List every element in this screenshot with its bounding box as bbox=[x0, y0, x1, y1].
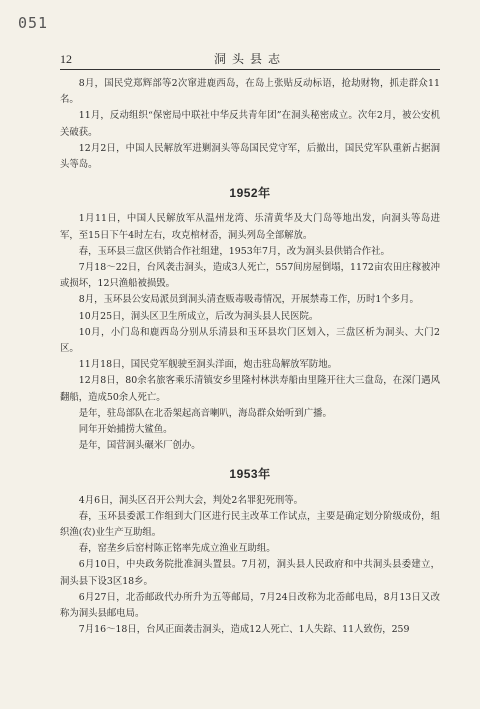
book-title: 洞头县志 bbox=[213, 52, 286, 66]
entry-paragraph: 8月，玉环县公安局派员到洞头清查贩毒吸毒情况，开展禁毒工作，历时1个多月。 bbox=[78, 294, 419, 306]
entry-paragraph: 11月，反动组织“保密局中联社中华反共青年团”在洞头秘密成立。次年2月，被公安机关破获。 bbox=[60, 110, 440, 138]
entry-paragraph: 是年，驻岛部队在北岙架起高音喇叭，海岛群众始听到广播。 bbox=[78, 407, 332, 419]
entry-paragraph: 12月2日，中国人民解放军进剿洞头等岛国民党守军，后撤出，国民党军队重新占据洞头等岛。 bbox=[60, 142, 440, 171]
archive-stamp: 051 bbox=[18, 14, 49, 32]
entry-paragraph: 6月10日，中央政务院批准洞头置县。7月初，洞头县人民政府和中共洞头县委建立，洞头县下设3区18乡。 bbox=[60, 559, 440, 587]
entry-paragraph: 是年，国营洞头碾米厂创办。 bbox=[78, 440, 201, 452]
entry-paragraph: 8月，国民党郑辉部等2次窜进鹿西岛，在岛上张贴反动标语，抢劫财物，抓走群众11名。 bbox=[60, 78, 440, 106]
entry-paragraph: 10月，小门岛和鹿西岛分别从乐清县和玉环县坎门区划入，三盘区析为洞头、大门2区。 bbox=[60, 326, 440, 355]
entry-paragraph: 11月18日，国民党军舰驶至洞头洋面，炮击驻岛解放军防地。 bbox=[78, 359, 338, 371]
entry-paragraph: 6月27日，北岙邮政代办所升为五等邮局，7月24日改称为北岙邮电局，8月13日又改称为洞头县邮电局。 bbox=[60, 591, 440, 620]
entry-paragraph: 春，窑垄乡后窑村陈正铭率先成立渔业互助组。 bbox=[78, 543, 276, 555]
entry-paragraph: 4月6日，洞头区召开公判大会，判处2名罪犯死刑等。 bbox=[78, 494, 303, 506]
entry-paragraph: 春，玉环县委派工作组到大门区进行民主改革工作试点，主要是确定划分阶级成份，组织渔(农)业生产互助组。 bbox=[60, 510, 440, 539]
page-number: 12 bbox=[60, 52, 72, 66]
entry-paragraph: 1月11日，中国人民解放军从温州龙湾、乐清黄华及大门岛等地出发，向洞头等岛进军，至15日下午4时左右，攻克棺材岙，洞头列岛全部解放。 bbox=[60, 213, 440, 241]
page-body bbox=[60, 76, 440, 639]
entry-paragraph: 同年开始捕捞大鲨鱼。 bbox=[78, 424, 173, 436]
entry-paragraph: 春，玉环县三盘区供销合作社组建，1953年7月，改为洞头县供销合作社。 bbox=[78, 245, 390, 257]
entry-paragraph: 10月25日，洞头区卫生所成立，后改为洞头县人民医院。 bbox=[78, 310, 319, 322]
header-rule bbox=[60, 69, 440, 70]
entry-paragraph: 12月8日，80余名旅客乘乐清镇安乡里隆村林洪寿船由里隆开往大三盘岛，在深门遇风翻船，造成50余人死亡。 bbox=[60, 375, 440, 403]
year-heading-1953: 1953年 bbox=[229, 467, 271, 482]
year-heading-1952: 1952年 bbox=[229, 186, 271, 201]
entry-paragraph: 7月16～18日，台风正面袭击洞头，造成12人死亡、1人失踪、11人致伤，259 bbox=[78, 624, 410, 636]
entry-paragraph: 7月18～22日，台风袭击洞头，造成3人死亡，557间房屋倒塌，1172亩农田庄稼被冲或损坏，12只渔船被损毁。 bbox=[60, 262, 440, 290]
running-head bbox=[60, 50, 440, 70]
